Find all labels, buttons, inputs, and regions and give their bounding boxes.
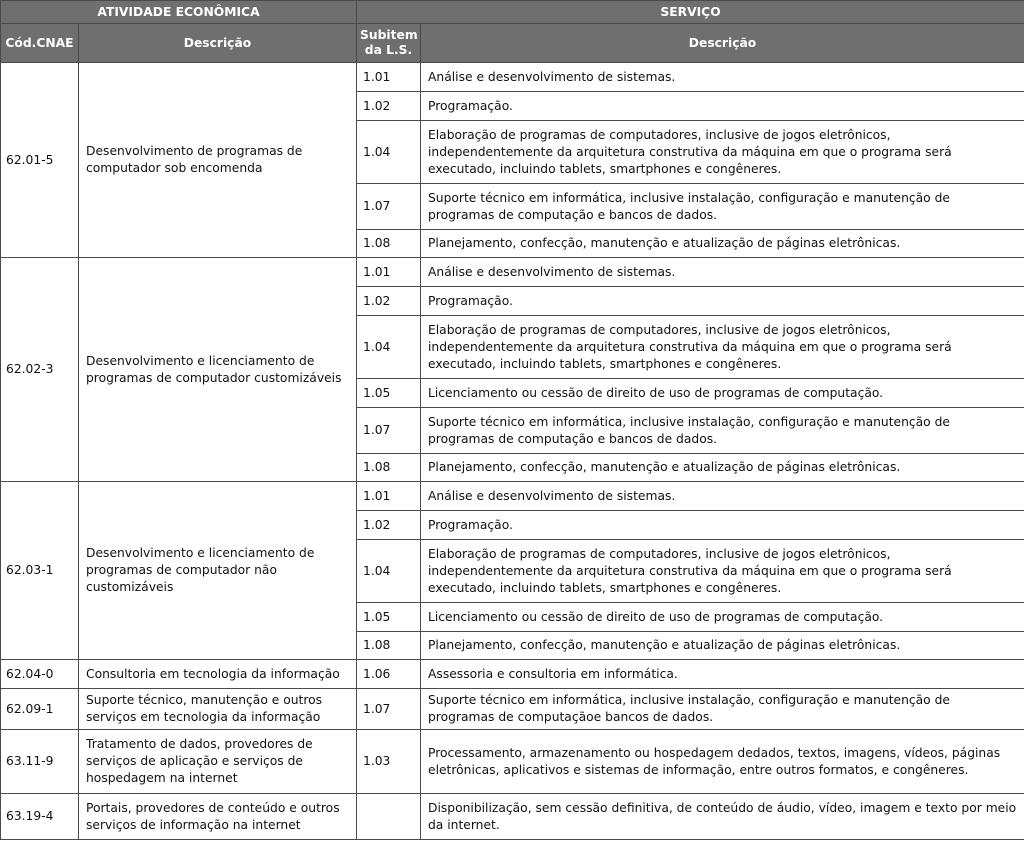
subitem-cell: 1.08 [357,454,421,482]
table-row [1,794,1024,840]
service-description-cell: Elaboração de programas de computadores, inclusive de jogos eletrônicos, independentemente da arquitetura construtiva da máquina em que o programa será executado, incluindo tablets, smartphones e congêneres. [421,540,1024,603]
subitem-cell: 1.04 [357,316,421,379]
table-row [1,730,1024,794]
subitem-cell: 1.03 [357,730,421,794]
subitem-header-line1: Subitem [360,28,418,42]
subitem-cell: 1.07 [357,408,421,454]
subitem-cell: 1.02 [357,92,421,121]
cnae-code-cell: 62.04-0 [1,660,79,689]
activity-description-cell: Desenvolvimento e licenciamento de programas de computador não customizáveis [79,482,357,660]
subitem-cell: 1.04 [357,540,421,603]
table-row [1,482,1024,511]
subitem-cell: 1.07 [357,184,421,230]
cnae-code-cell: 62.09-1 [1,689,79,730]
activity-description-cell: Desenvolvimento de programas de computador sob encomenda [79,63,357,258]
subitem-cell: 1.04 [357,121,421,184]
service-description-cell: Processamento, armazenamento ou hospedagem dedados, textos, imagens, vídeos, páginas eletrônicas, aplicativos e sistemas de informação, entre outros formatos, e congêneres. [421,730,1024,794]
subitem-cell: 1.08 [357,632,421,660]
service-description-cell: Licenciamento ou cessão de direito de uso de programas de computação. [421,379,1024,408]
service-description-cell: Programação. [421,92,1024,121]
service-description-cell: Programação. [421,511,1024,540]
service-description-cell: Disponibilização, sem cessão definitiva, de conteúdo de áudio, vídeo, imagem e texto por meio da internet. [421,794,1024,840]
service-description-header: Descrição [421,24,1024,63]
code-header: Cód.CNAE [1,24,79,63]
activity-description-cell: Consultoria em tecnologia da informação [79,660,357,689]
activity-description-cell: Tratamento de dados, provedores de serviços de aplicação e serviços de hospedagem na internet [79,730,357,794]
service-description-cell: Assessoria e consultoria em informática. [421,660,1024,689]
cnae-code-cell: 62.03-1 [1,482,79,660]
activity-description-cell: Desenvolvimento e licenciamento de programas de computador customizáveis [79,258,357,482]
service-description-cell: Elaboração de programas de computadores, inclusive de jogos eletrônicos, independentemente da arquitetura construtiva da máquina em que o programa será executado, incluindo tablets, smartphones e congêneres. [421,316,1024,379]
subitem-cell: 1.02 [357,511,421,540]
service-description-cell: Análise e desenvolvimento de sistemas. [421,63,1024,92]
service-description-cell: Programação. [421,287,1024,316]
service-description-cell: Suporte técnico em informática, inclusive instalação, configuração e manutenção de programas de computação e bancos de dados. [421,184,1024,230]
header-row-sub [1,24,1024,63]
subitem-cell: 1.01 [357,258,421,287]
subitem-cell: 1.01 [357,63,421,92]
subitem-cell: 1.05 [357,379,421,408]
service-description-cell: Suporte técnico em informática, inclusive instalação, configuração e manutenção de programas de computação e bancos de dados. [421,408,1024,454]
subitem-cell: 1.02 [357,287,421,316]
service-description-cell: Análise e desenvolvimento de sistemas. [421,482,1024,511]
table-row [1,258,1024,287]
subitem-cell: 1.06 [357,660,421,689]
cnae-code-cell: 62.01-5 [1,63,79,258]
table-row [1,689,1024,730]
service-description-cell: Análise e desenvolvimento de sistemas. [421,258,1024,287]
subitem-header-line2: da L.S. [364,43,413,57]
service-description-cell: Licenciamento ou cessão de direito de uso de programas de computação. [421,603,1024,632]
service-description-cell: Planejamento, confecção, manutenção e atualização de páginas eletrônicas. [421,454,1024,482]
header-row-top [1,1,1024,24]
activity-description-cell: Suporte técnico, manutenção e outros serviços em tecnologia da informação [79,689,357,730]
activity-description-cell: Portais, provedores de conteúdo e outros serviços de informação na internet [79,794,357,840]
service-description-cell: Planejamento, confecção, manutenção e atualização de páginas eletrônicas. [421,230,1024,258]
subitem-cell: 1.01 [357,482,421,511]
table-row [1,660,1024,689]
table-row [1,63,1024,92]
activity-header: ATIVIDADE ECONÔMICA [1,1,357,24]
cnae-code-cell: 63.11-9 [1,730,79,794]
service-header: SERVIÇO [357,1,1024,24]
service-description-cell: Planejamento, confecção, manutenção e atualização de páginas eletrônicas. [421,632,1024,660]
subitem-cell: 1.08 [357,230,421,258]
subitem-cell: 1.05 [357,603,421,632]
service-description-cell: Elaboração de programas de computadores, inclusive de jogos eletrônicos, independentemente da arquitetura construtiva da máquina em que o programa será executado, incluindo tablets, smartphones e congêneres. [421,121,1024,184]
cnae-code-cell: 63.19-4 [1,794,79,840]
activity-description-header: Descrição [79,24,357,63]
service-description-cell: Suporte técnico em informática, inclusive instalação, configuração e manutenção de programas de computaçãoe bancos de dados. [421,689,1024,730]
subitem-cell [357,794,421,840]
cnae-code-cell: 62.02-3 [1,258,79,482]
subitem-header [357,24,421,63]
subitem-cell: 1.07 [357,689,421,730]
